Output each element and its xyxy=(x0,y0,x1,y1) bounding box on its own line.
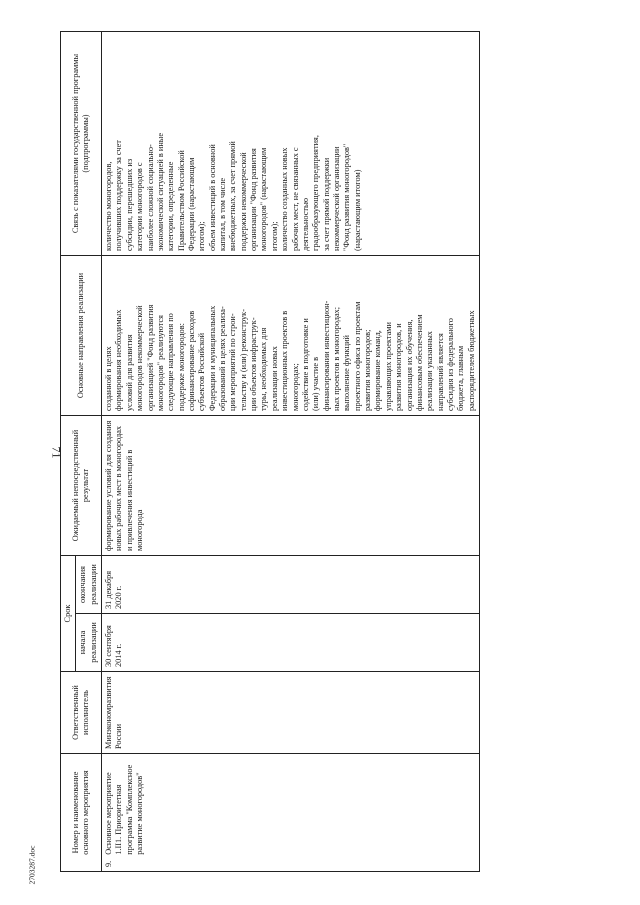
directions-line: условий для развития xyxy=(124,334,134,411)
link-line: итогом); xyxy=(197,221,207,251)
directions-line: созданной в целях xyxy=(104,346,114,411)
table-row xyxy=(102,32,480,872)
link-line: капитал, в том числе xyxy=(218,177,228,251)
header-end: окончания реализации xyxy=(76,556,102,614)
link-lines xyxy=(104,36,363,251)
link-line: моногородов" (нарастающим xyxy=(259,147,269,251)
measure-name: Основное мероприятие 1.II1. Приоритетная программа "Комплексное развитие моногородов" xyxy=(104,764,145,855)
link-line: категории моногородов с xyxy=(135,162,145,251)
directions-line: распорядителем бюджетных xyxy=(466,310,476,411)
directions-line: развития моногородов, и xyxy=(394,323,404,411)
link-line: Правительством Российской xyxy=(176,150,186,251)
cell-executor: Минэкономразвития России xyxy=(102,672,480,754)
header-executor: Ответственный исполнитель xyxy=(61,672,102,754)
directions-line: развития моногородов; xyxy=(363,329,373,411)
directions-line: ции объектов инфраструк- xyxy=(249,317,259,411)
directions-line: образований в целях реализа- xyxy=(218,306,228,411)
link-line: (нарастающим итогом) xyxy=(352,169,362,251)
link-line: итогом); xyxy=(269,221,279,251)
directions-line: моногородов" реализуются xyxy=(155,315,165,411)
link-line: внебюджетных, за счет прямой xyxy=(228,141,238,251)
link-line: "Фонд развития моногородов" xyxy=(342,143,352,251)
directions-line: моногородах; xyxy=(290,363,300,411)
cell-start: 30 сентября 2014 г. xyxy=(102,614,480,672)
cell-result: формирование условий для создания новых рабочих мест в моногородах и привлечения инвестиций в моногорода xyxy=(102,416,480,556)
directions-line: субъектов Российской xyxy=(197,332,207,411)
directions-line: организация их обучения, xyxy=(404,319,414,411)
link-line: получивших поддержку за счет xyxy=(114,140,124,251)
directions-line: финансовым обеспечением xyxy=(414,314,424,411)
link-line: градообразующего предприятия, xyxy=(311,135,321,251)
link-line: за счет прямой поддержки xyxy=(321,157,331,251)
link-line: деятельностью xyxy=(300,197,310,251)
directions-line: формирования необходимых xyxy=(114,309,124,411)
directions-line: организацией "Фонд развития xyxy=(145,304,155,411)
rotated-table-area xyxy=(60,32,580,872)
header-row-1 xyxy=(61,32,76,872)
directions-line: направлений является xyxy=(435,333,445,411)
cell-directions xyxy=(102,256,480,416)
measures-table xyxy=(60,31,480,872)
link-line: Федерации (нарастающим xyxy=(186,157,196,251)
directions-line: Федерации и муниципальных xyxy=(207,305,217,411)
header-directions: Основные направления реализации xyxy=(61,256,102,416)
directions-line: субсидия из федерального xyxy=(445,318,455,411)
directions-line: ных проектов в моногородах; xyxy=(331,306,341,411)
directions-line: реализации новых xyxy=(269,346,279,411)
directions-line: управляющих проектами xyxy=(383,322,393,411)
cell-end: 31 декабря 2020 г. xyxy=(102,556,480,614)
cell-link xyxy=(102,32,480,256)
document-code: 2703287.doc xyxy=(27,845,37,885)
row-index: 9. xyxy=(104,860,114,867)
header-start: начала реализации xyxy=(76,614,102,672)
link-line: наиболее сложной социально- xyxy=(145,144,155,251)
link-line: экономической ситуацией в иные xyxy=(155,132,165,251)
link-line: объем инвестиций в основной xyxy=(207,144,217,251)
directions-line: инвестиционных проектов в xyxy=(280,310,290,411)
directions-line: (или) участие в xyxy=(311,356,321,411)
directions-line: следующие направления по xyxy=(166,313,176,411)
link-line: категории, определенные xyxy=(166,161,176,251)
directions-line: бюджета, главным xyxy=(456,345,466,411)
link-line: субсидии, перешедших из xyxy=(124,158,134,251)
link-line: количество созданных новых xyxy=(280,147,290,251)
directions-line: содействие в подготовке и xyxy=(300,318,310,411)
directions-line: поддержке моногородов: xyxy=(176,323,186,411)
directions-line: выполнение функций xyxy=(342,335,352,411)
page-number: 71 xyxy=(49,446,64,459)
directions-line: реализации указанных xyxy=(425,331,435,411)
directions-line: софинансирование расходов xyxy=(186,310,196,411)
link-line: некоммерческой организации xyxy=(331,146,341,251)
directions-line: туры, необходимых для xyxy=(259,327,269,411)
directions-line: формирование команд, xyxy=(373,330,383,411)
directions-line: моногородов некоммерческой xyxy=(135,305,145,411)
link-line: поддержки некоммерческой xyxy=(238,152,248,251)
header-term: Срок xyxy=(61,556,76,672)
directions-line: финансировании инвестицион- xyxy=(321,300,331,411)
directions-line: тельству и (или) реконструк- xyxy=(238,309,248,411)
directions-lines xyxy=(104,260,477,411)
directions-line: ции мероприятий по строи- xyxy=(228,313,238,411)
directions-line: проектного офиса по проектам xyxy=(352,301,362,411)
cell-number-name xyxy=(102,754,480,872)
header-result: Ожидаемый непосредственный результат xyxy=(61,416,102,556)
link-line: количество моногородов, xyxy=(104,161,114,251)
link-line: рабочих мест, не связанных с xyxy=(290,147,300,251)
header-link: Связь с показателями государственной программы (подпрограммы) xyxy=(61,32,102,256)
header-number-name: Номер и наименование основного мероприятия xyxy=(61,754,102,872)
link-line: организации "Фонд развития xyxy=(249,148,259,251)
